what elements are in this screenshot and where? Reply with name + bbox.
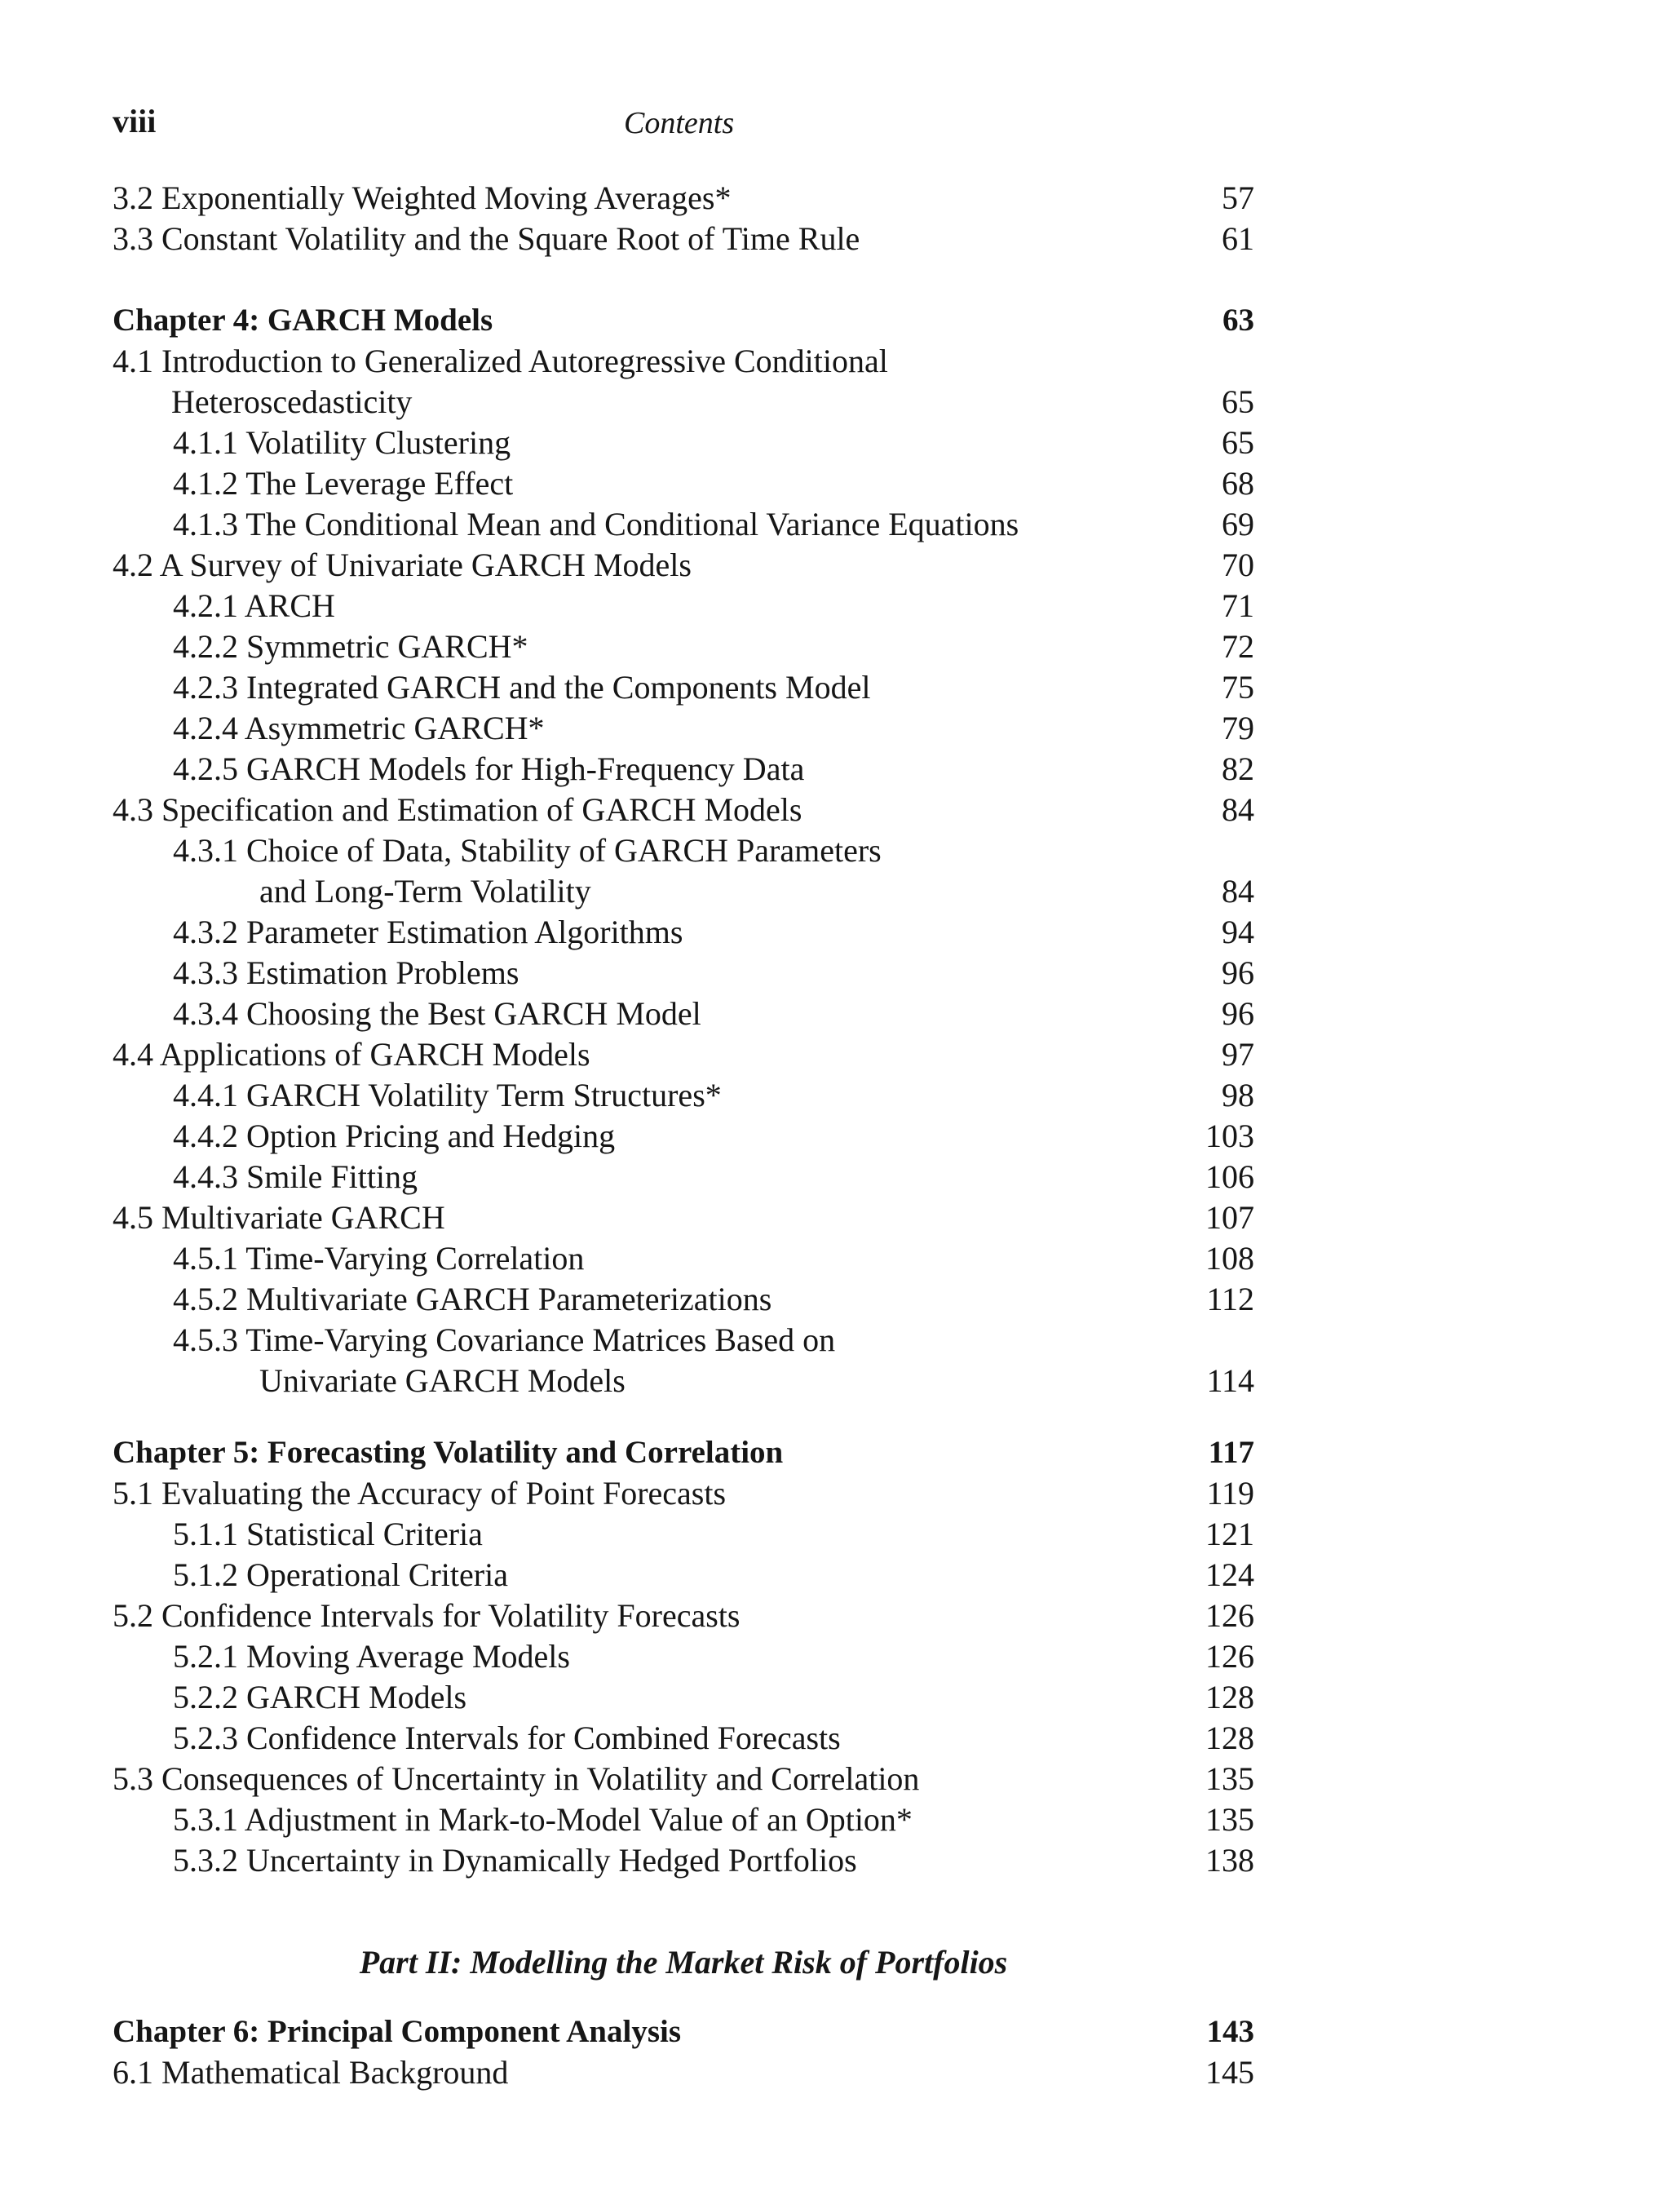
toc-entry-page: 69 [1222,506,1254,542]
toc-entry-title: 4.1.2 The Leverage Effect [173,465,514,502]
toc-entry-title: Univariate GARCH Models [259,1362,626,1399]
toc-entry-page: 108 [1205,1240,1254,1277]
toc-entry [113,1718,1254,1759]
toc-entry-title: 5.3.2 Uncertainty in Dynamically Hedged Portfolios [173,1842,857,1879]
toc-entry-title: 4.2.4 Asymmetric GARCH* [173,710,545,746]
toc-entry-title: Heteroscedasticity [171,383,413,420]
toc-entry-title: 6.1 Mathematical Background [113,2054,509,2091]
toc-entry-title: 4.4.2 Option Pricing and Hedging [173,1118,616,1154]
toc-entry [113,1514,1254,1555]
toc-entry [113,1157,1254,1197]
toc-entry-title: 3.2 Exponentially Weighted Moving Averages* [113,179,732,216]
toc-entry-continuation [113,1361,1254,1401]
running-head: Contents [624,106,735,140]
toc-entry-page: 97 [1222,1036,1254,1073]
toc-entry-page: 106 [1205,1158,1254,1195]
toc-entry [113,1596,1254,1636]
toc-entry-page: 84 [1222,791,1254,828]
toc-entry-page: 112 [1206,1281,1254,1317]
toc-entry-page: 71 [1222,587,1254,624]
toc-entry-page: 126 [1205,1638,1254,1675]
toc-entry [113,219,1254,259]
toc-entry-page: 65 [1222,424,1254,461]
toc-entry-title: Chapter 6: Principal Component Analysis [113,2014,682,2049]
toc-entry [113,1197,1254,1238]
toc-entry-page: 65 [1222,383,1254,420]
toc-entry-title: 4.5.3 Time-Varying Covariance Matrices Based on [173,1321,836,1358]
toc-entry-page: 124 [1205,1556,1254,1593]
toc-entry-title: and Long-Term Volatility [259,873,591,910]
toc-entry-page: 94 [1222,914,1254,950]
toc-entry [113,545,1254,586]
toc-entry-page: 96 [1222,954,1254,991]
toc-entry-title: 4.3.3 Estimation Problems [173,954,519,991]
toc-entry-title: 4.5.1 Time-Varying Correlation [173,1240,585,1277]
toc-entry-page: 103 [1205,1118,1254,1154]
toc-entry-continuation [113,382,1254,423]
toc-entry-title: 4.1.3 The Conditional Mean and Conditional Variance Equations [173,506,1019,542]
toc-entry [113,626,1254,667]
toc-entry-title: 4.1.1 Volatility Clustering [173,424,511,461]
toc-entry-title: 4.3 Specification and Estimation of GARCH Models [113,791,802,828]
chapter-heading [113,2012,1254,2052]
toc-entry-title: 4.1 Introduction to Generalized Autoregressive Conditional [113,343,888,379]
toc-entry [113,790,1254,830]
toc-entry-page: 72 [1222,628,1254,665]
toc-entry-page: 119 [1206,1475,1254,1512]
toc-entry [113,2052,1254,2093]
toc-entry-page: 98 [1222,1077,1254,1113]
toc-entry-page: 138 [1205,1842,1254,1879]
toc-entry-title: 4.4.3 Smile Fitting [173,1158,418,1195]
chapter-heading [113,300,1254,341]
toc-entry-page: 128 [1205,1720,1254,1756]
toc-entry [113,504,1254,545]
toc-entry-page: 84 [1222,873,1254,910]
toc-entry-title: 5.3.1 Adjustment in Mark-to-Model Value of an Option* [173,1801,913,1838]
toc-entry [113,912,1254,953]
toc-entry-page: 68 [1222,465,1254,502]
toc-entry [113,1279,1254,1320]
toc-entry [113,463,1254,504]
toc-entry-page: 61 [1222,220,1254,257]
toc-entry-page: 126 [1205,1597,1254,1634]
page-number: viii [113,103,157,139]
toc-entry-title: 4.3.4 Choosing the Best GARCH Model [173,995,701,1032]
toc-entry-title: 3.3 Constant Volatility and the Square Root of Time Rule [113,220,860,257]
toc-entry-page: 135 [1205,1801,1254,1838]
toc-entry-title: 4.4.1 GARCH Volatility Term Structures* [173,1077,722,1113]
toc-entry [113,178,1254,219]
part-heading: Part II: Modelling the Market Risk of Portfolios [359,1944,1008,1981]
toc-entry-title: 5.1 Evaluating the Accuracy of Point Forecasts [113,1475,727,1512]
toc-entry [113,994,1254,1034]
toc-entry-page: 75 [1222,669,1254,706]
toc-entry [113,1075,1254,1116]
toc-entry-page: 114 [1206,1362,1254,1399]
toc-entry [113,1034,1254,1075]
toc-entry-continuation [113,871,1254,912]
toc-entry [113,586,1254,626]
toc-entry-title: 4.2 A Survey of Univariate GARCH Models [113,547,692,583]
toc-entry [113,830,1254,871]
toc-entry-title: 4.5 Multivariate GARCH [113,1199,445,1236]
toc-entry [113,1116,1254,1157]
toc-entry-page: 82 [1222,750,1254,787]
toc-entry-title: 5.1.1 Statistical Criteria [173,1516,483,1552]
toc-entry-title: 4.3.2 Parameter Estimation Algorithms [173,914,683,950]
toc-entry [113,341,1254,382]
toc-entry [113,1677,1254,1718]
toc-entry [113,1840,1254,1881]
toc-entry [113,708,1254,749]
toc-entry-title: 5.2.2 GARCH Models [173,1679,467,1715]
toc-entry [113,1473,1254,1514]
toc-entry [113,1555,1254,1596]
toc-entry-title: 5.2 Confidence Intervals for Volatility Forecasts [113,1597,741,1634]
toc-entry [113,1759,1254,1799]
toc-entry-title: 4.2.3 Integrated GARCH and the Components Model [173,669,871,706]
toc-entry-page: 135 [1205,1760,1254,1797]
toc-entry-page: 57 [1222,179,1254,216]
toc-entry-title: 5.2.3 Confidence Intervals for Combined Forecasts [173,1720,841,1756]
toc-entry-page: 96 [1222,995,1254,1032]
toc-entry-page: 63 [1222,303,1254,338]
toc-entry-page: 70 [1222,547,1254,583]
toc-entry [113,1238,1254,1279]
toc-entry-title: 4.3.1 Choice of Data, Stability of GARCH Parameters [173,832,882,869]
toc-entry [113,1799,1254,1840]
toc-entry-title: Chapter 5: Forecasting Volatility and Correlation [113,1435,784,1470]
toc-entry [113,953,1254,994]
toc-entry-title: 4.2.1 ARCH [173,587,335,624]
toc-entry-page: 107 [1205,1199,1254,1236]
toc-entry [113,667,1254,708]
toc-entry-title: 5.1.2 Operational Criteria [173,1556,508,1593]
toc-entry-title: Chapter 4: GARCH Models [113,303,493,338]
toc-entry-title: 4.5.2 Multivariate GARCH Parameterizations [173,1281,772,1317]
toc-entry-title: 4.2.2 Symmetric GARCH* [173,628,528,665]
toc-entry-title: 5.2.1 Moving Average Models [173,1638,570,1675]
toc-entry [113,1636,1254,1677]
toc-entry-page: 145 [1205,2054,1254,2091]
toc-entry [113,423,1254,463]
toc-entry-page: 128 [1205,1679,1254,1715]
toc-entry [113,749,1254,790]
toc-entry-page: 117 [1208,1435,1254,1470]
toc-entry-page: 143 [1206,2014,1254,2049]
toc-entry-title: 4.4 Applications of GARCH Models [113,1036,590,1073]
toc-entry-title: 4.2.5 GARCH Models for High-Frequency Data [173,750,805,787]
toc-entry-page: 79 [1222,710,1254,746]
toc-entry [113,1320,1254,1361]
toc-entry-title: 5.3 Consequences of Uncertainty in Volatility and Correlation [113,1760,920,1797]
toc-entry-page: 121 [1205,1516,1254,1552]
chapter-heading [113,1432,1254,1473]
